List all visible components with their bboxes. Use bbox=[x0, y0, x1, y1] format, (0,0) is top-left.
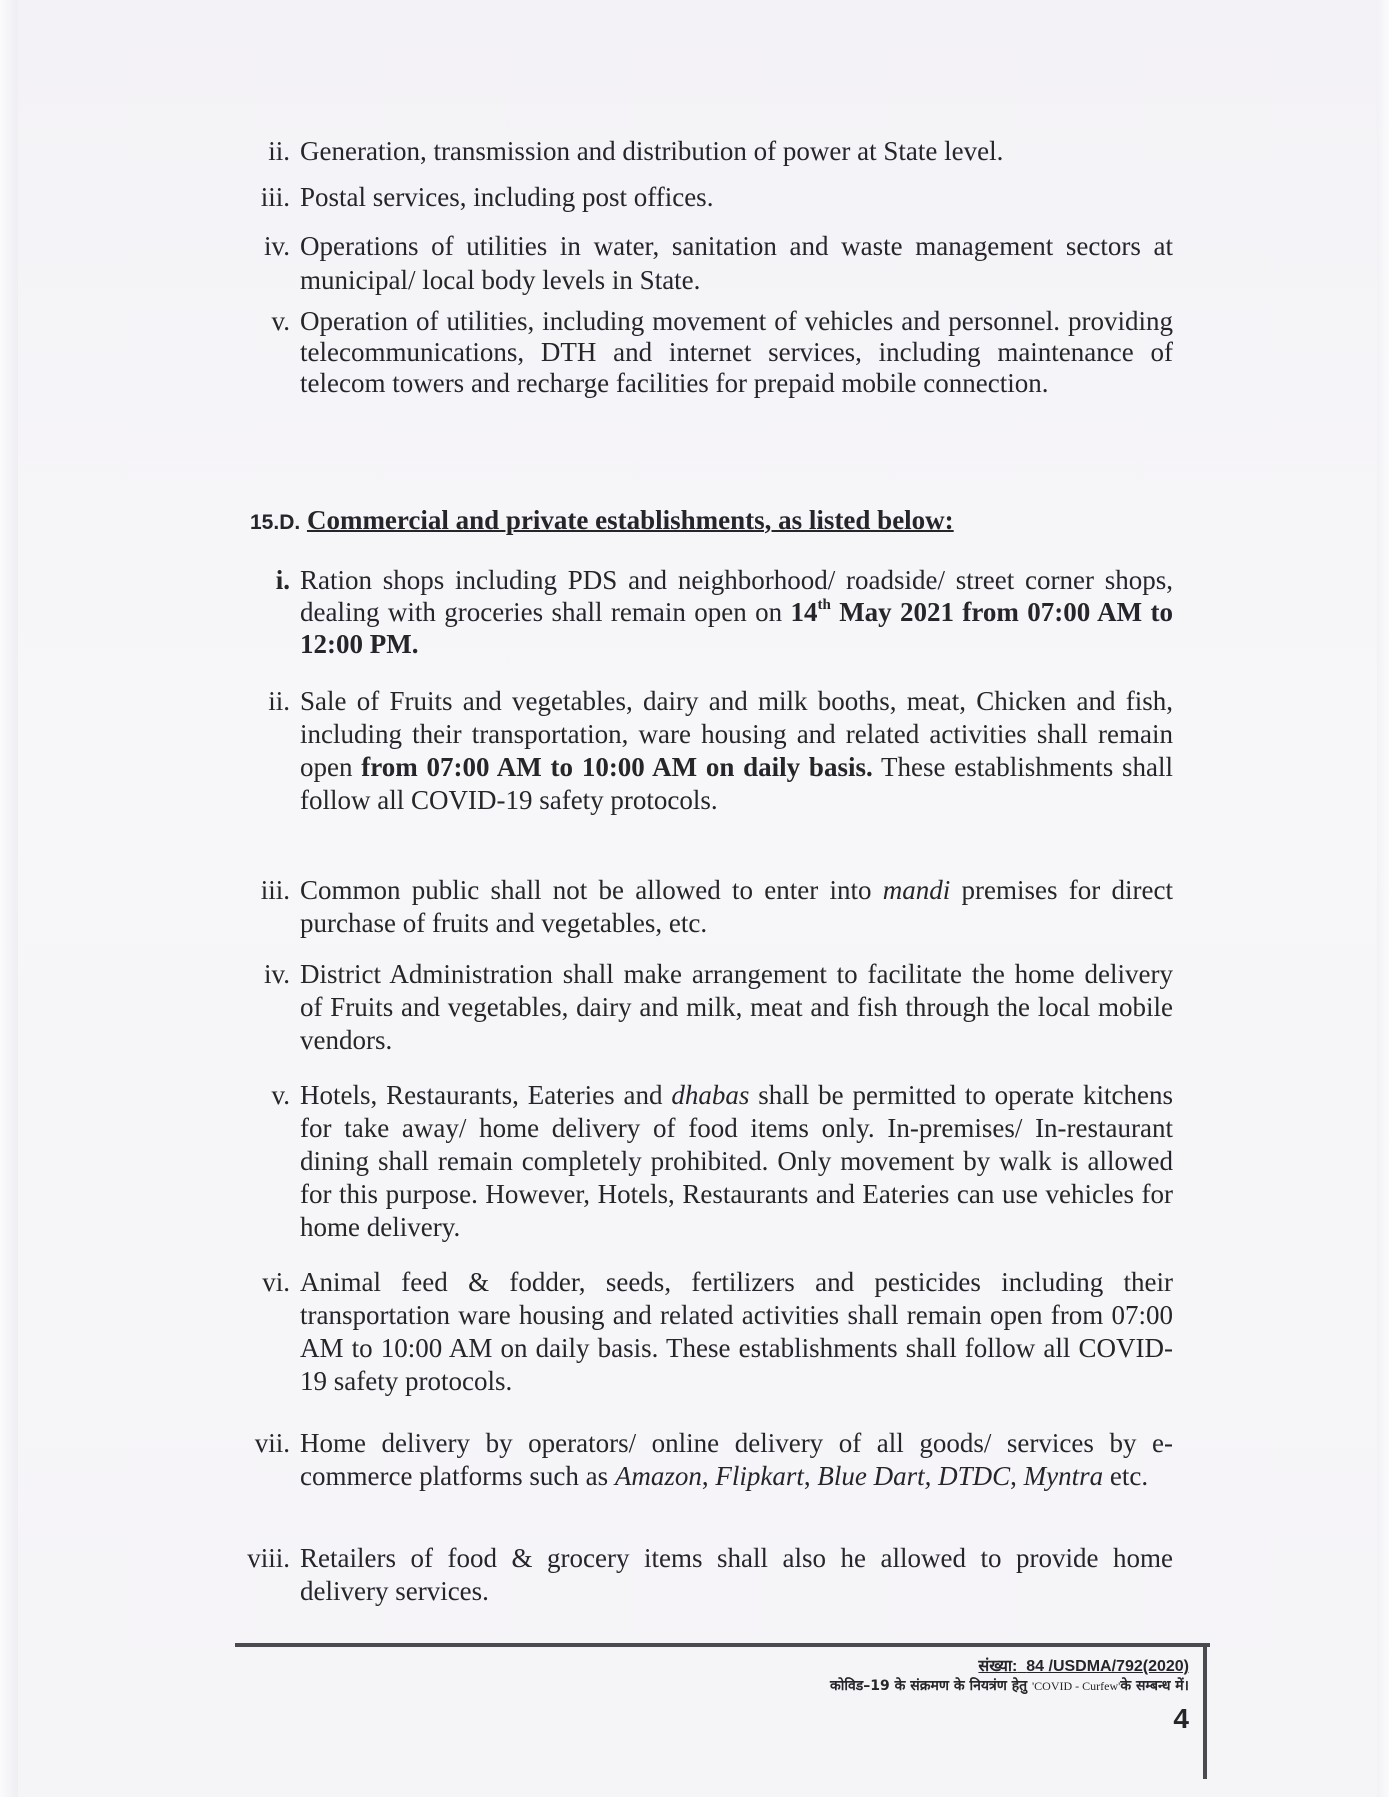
scan-edge-left bbox=[0, 0, 18, 1797]
text-run: Common public shall not be allowed to enter into bbox=[300, 875, 883, 905]
text-run: premises for direct purchase of fruits and vegetables, etc. bbox=[300, 875, 1173, 938]
reference-value: 84 /USDMA/792(2020) bbox=[1026, 1658, 1189, 1675]
scan-edge-right bbox=[1377, 0, 1389, 1797]
item-number: iv. bbox=[264, 231, 290, 261]
item-text bbox=[300, 229, 1173, 297]
subject-line bbox=[830, 1676, 1189, 1695]
italic-text-run: Blue Dart, DTDC bbox=[817, 1461, 1011, 1491]
text-run: Operation of utilities, including movement of vehicles and personnel. providing telecommunications, DTH and internet services, including maintenance of telecom towers and recharge facilities for prepaid mobile connection. bbox=[300, 306, 1173, 398]
item-number: ii. bbox=[268, 136, 290, 166]
item-text bbox=[300, 1079, 1173, 1244]
item-text bbox=[300, 1266, 1173, 1398]
section-number: 15.D. bbox=[250, 511, 301, 534]
italic-text-run: mandi bbox=[882, 875, 951, 905]
italic-text-run: Amazon bbox=[614, 1461, 702, 1491]
text-run: , bbox=[1010, 1461, 1024, 1491]
italic-text-run: dhabas bbox=[671, 1080, 750, 1110]
text-run: , bbox=[701, 1461, 716, 1491]
item-number: iv. bbox=[264, 959, 290, 989]
subject-suffix: के सम्बन्ध में। bbox=[1120, 1678, 1189, 1694]
item-text bbox=[300, 958, 1173, 1057]
text-run: Generation, transmission and distribution of power at State level. bbox=[300, 136, 1004, 166]
page-number: 4 bbox=[1173, 1703, 1189, 1734]
subject-prefix: कोविड–19 के संक्रमण के नियत्रंण हेतु bbox=[830, 1678, 1032, 1694]
item-text bbox=[300, 874, 1173, 940]
text-run: Operations of utilities in water, sanitation and waste management sectors at municipal/ local body levels in State. bbox=[300, 231, 1173, 295]
item-text bbox=[300, 134, 1173, 168]
item-number: v. bbox=[271, 306, 290, 336]
footer-divider bbox=[235, 1643, 1210, 1647]
text-run: Sale of Fruits and vegetables, dairy and milk booths, meat, Chicken and fish, including their transportation, ware housing and related activities shall remain open bbox=[300, 686, 1173, 782]
item-number: iii. bbox=[260, 182, 290, 212]
item-text bbox=[300, 1427, 1173, 1493]
text-run: , bbox=[803, 1461, 818, 1491]
item-number: vii. bbox=[254, 1428, 290, 1458]
item-text bbox=[300, 1542, 1173, 1608]
text-run: Animal feed & fodder, seeds, fertilizers and pesticides including their transportation ware housing and related activities shall remain open from 07:00 AM to 10:00 AM on daily basis. These establishments shall follow all COVID-19 safety protocols. bbox=[300, 1267, 1173, 1396]
bold-text-run: May 2021 from 07:00 AM to 12:00 PM. bbox=[300, 597, 1174, 659]
item-text bbox=[300, 306, 1173, 399]
reference-number bbox=[978, 1654, 1189, 1676]
text-run: Postal services, including post offices. bbox=[300, 182, 714, 212]
footer-vertical-divider bbox=[1203, 1643, 1207, 1779]
item-text bbox=[300, 180, 1173, 214]
item-number: iii. bbox=[260, 875, 290, 905]
bold-text-run: 14 bbox=[790, 597, 818, 627]
italic-text-run: Myntra bbox=[1023, 1461, 1104, 1491]
text-run: Hotels, Restaurants, Eateries and bbox=[300, 1080, 672, 1110]
item-number: i. bbox=[275, 565, 290, 595]
text-run: Home delivery by operators/ online delivery of all goods/ services by e-commerce platforms such as bbox=[300, 1428, 1173, 1491]
section-title: Commercial and private establishments, as listed below: bbox=[306, 505, 954, 535]
item-number: viii. bbox=[247, 1543, 290, 1573]
text-run: shall be permitted to operate kitchens for take away/ home delivery of food items only. In-premises/ In-restaurant dining shall remain completely prohibited. Only movement by walk is allowed for this purpose. However, Hotels, Restaurants and Eateries can use vehicles for home delivery. bbox=[300, 1080, 1173, 1242]
text-run: Retailers of food & grocery items shall also he allowed to provide home delivery services. bbox=[300, 1543, 1173, 1606]
item-number: ii. bbox=[268, 686, 290, 716]
text-run: These establishments shall follow all COVID-19 safety protocols. bbox=[300, 752, 1173, 815]
text-run: etc. bbox=[1103, 1461, 1149, 1491]
subject-latin: 'COVID - Curfew' bbox=[1032, 1679, 1121, 1693]
item-text bbox=[300, 564, 1173, 660]
bold-text-run: from 07:00 AM to 10:00 AM on daily basis. bbox=[361, 752, 873, 782]
section-heading bbox=[250, 503, 954, 540]
italic-text-run: Flipkart bbox=[715, 1461, 804, 1491]
item-text bbox=[300, 685, 1173, 817]
reference-label: संख्या: bbox=[978, 1658, 1018, 1675]
text-run: Ration shops including PDS and neighborhood/ roadside/ street corner shops, dealing with groceries shall remain open on bbox=[300, 565, 1173, 627]
text-run: District Administration shall make arrangement to facilitate the home delivery of Fruits and vegetables, dairy and milk, meat and fish through the local mobile vendors. bbox=[300, 959, 1173, 1055]
bold-text-run: th bbox=[817, 597, 831, 613]
item-number: vi. bbox=[262, 1267, 290, 1297]
item-number: v. bbox=[271, 1080, 290, 1110]
